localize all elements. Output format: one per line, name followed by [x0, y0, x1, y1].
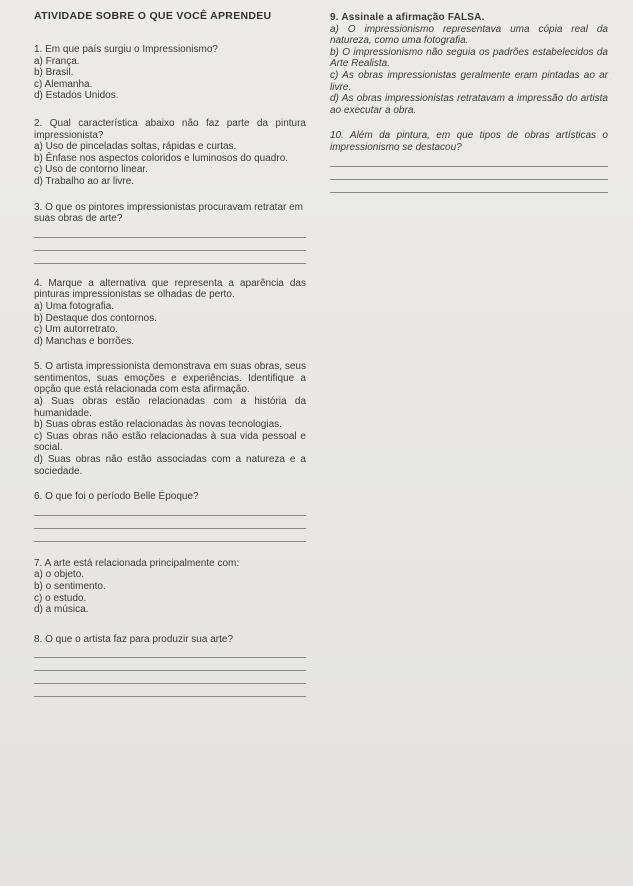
question-7-option-c: c) o estudo. [34, 592, 87, 604]
answer-line[interactable] [34, 645, 306, 658]
answer-line[interactable] [34, 503, 306, 516]
question-1-option-d: d) Estados Unidos. [34, 90, 119, 102]
question-2 [34, 118, 306, 188]
question-5-option-d: d) Suas obras não estão associadas com a natureza e a sociedade. [34, 454, 306, 477]
question-6 [34, 491, 306, 542]
question-7-option-b: b) o sentimento. [34, 581, 106, 592]
question-4-option-b: b) Destaque dos contornos. [34, 312, 157, 324]
question-4-option-c: c) Um autorretrato. [34, 324, 118, 336]
answer-line[interactable] [34, 529, 306, 542]
question-2-option-a: a) Uso de pinceladas soltas, rápidas e curtas. [34, 141, 237, 153]
answer-line[interactable] [34, 658, 306, 671]
question-1-option-c: c) Alemanha. [34, 78, 93, 90]
answer-line[interactable] [330, 180, 608, 193]
answer-line[interactable] [330, 154, 608, 167]
right-column [330, 12, 608, 205]
question-7-option-a: a) o objeto. [34, 569, 85, 581]
question-9-option-b: b) O impressionismo não seguia os padrões estabelecidos da Arte Realista. [330, 46, 608, 70]
question-1-option-b: b) Brasil. [34, 67, 74, 79]
answer-line[interactable] [34, 516, 306, 529]
question-10 [330, 130, 608, 192]
question-1 [34, 44, 306, 102]
answer-line[interactable] [34, 671, 306, 684]
question-8-stem: 8. O que o artista faz para produzir sua arte? [34, 633, 233, 645]
answer-line[interactable] [34, 251, 306, 264]
question-4-option-a: a) Uma fotografia. [34, 300, 115, 312]
question-8 [34, 634, 306, 698]
worksheet-title: ATIVIDADE SOBRE O QUE VOCÊ APRENDEU [34, 10, 272, 22]
question-7 [34, 558, 306, 616]
question-6-stem: 6. O que foi o período Belle Époque? [34, 491, 199, 503]
answer-line[interactable] [34, 225, 306, 238]
question-9-option-c: c) As obras impressionistas geralmente eram pintadas ao ar livre. [330, 69, 608, 93]
question-9-stem: 9. Assinale a afirmação FALSA. [330, 12, 485, 23]
question-7-option-d: d) a música. [34, 604, 89, 616]
left-column [34, 10, 306, 709]
question-4-stem: 4. Marque a alternativa que representa a aparência das pinturas impressionistas se olhadas de perto. [34, 277, 306, 301]
question-4 [34, 278, 306, 348]
question-9-option-d: d) As obras impressionistas retratavam a impressão do artista ao executar a obra. [330, 93, 608, 116]
question-2-option-c: c) Uso de contorno linear. [34, 164, 148, 176]
question-9 [330, 12, 608, 116]
answer-line[interactable] [34, 238, 306, 251]
question-1-stem: 1. Em que país surgiu o Impressionismo? [34, 44, 218, 55]
question-3 [34, 202, 306, 264]
question-5-option-c: c) Suas obras não estão relacionadas à sua vida pessoal e social. [34, 430, 306, 454]
question-5-option-a: a) Suas obras estão relacionadas com a história da humanidade. [34, 396, 306, 419]
question-1-option-a: a) França. [34, 55, 80, 67]
question-3-stem: 3. O que os pintores impressionistas procuravam retratar em suas obras de arte? [34, 201, 303, 225]
question-10-stem: 10. Além da pintura, em que tipos de obras artísticas o impressionismo se destacou? [330, 130, 608, 153]
question-5-option-b: b) Suas obras estão relacionadas às novas tecnologias. [34, 419, 282, 431]
answer-line[interactable] [34, 684, 306, 697]
question-5 [34, 361, 306, 477]
question-2-option-b: b) Ênfase nos aspectos coloridos e luminosos do quadro. [34, 152, 289, 164]
question-4-option-d: d) Manchas e borrões. [34, 335, 135, 347]
question-5-stem: 5. O artista impressionista demonstrava em suas obras, seus sentimentos, suas emoções e experiências. Identifique a opção que está relacionada com esta afirmação. [34, 361, 306, 396]
question-7-stem: 7. A arte está relacionada principalmente com: [34, 557, 240, 569]
answer-line[interactable] [330, 167, 608, 180]
question-2-option-d: d) Trabalho ao ar livre. [34, 175, 135, 187]
question-9-option-a: a) O impressionismo representava uma cópia real da natureza, como uma fotografia. [330, 23, 608, 47]
question-2-stem: 2. Qual característica abaixo não faz parte da pintura impressionista? [34, 117, 306, 141]
